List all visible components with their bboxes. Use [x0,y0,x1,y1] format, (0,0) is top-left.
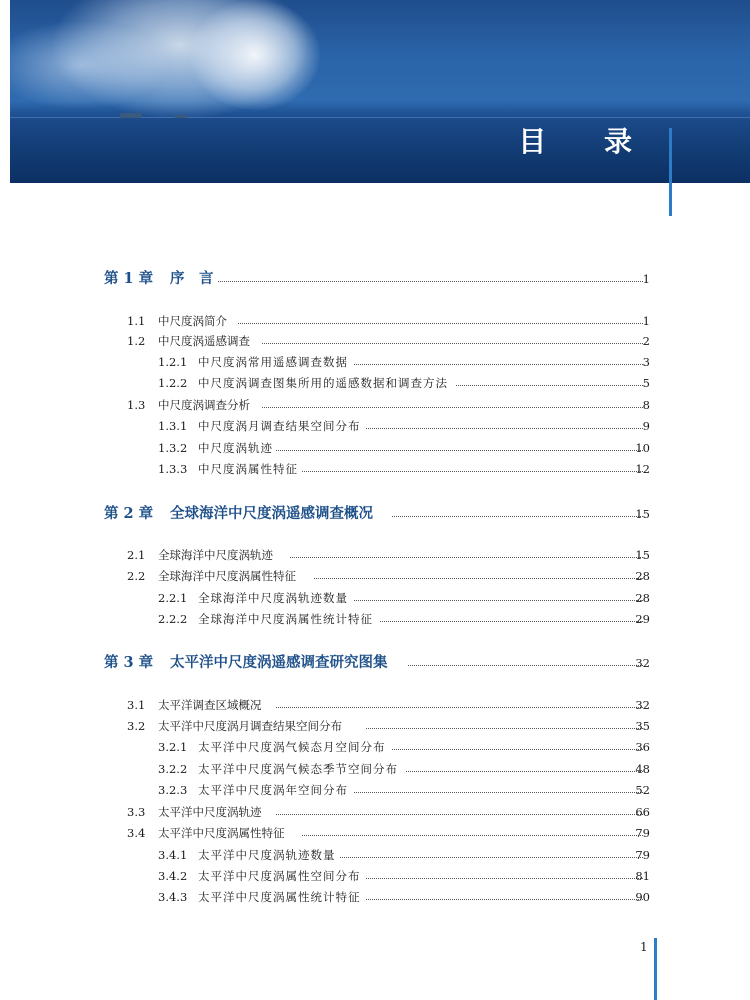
toc-chapter-3[interactable] [0,652,750,674]
toc-section[interactable]: 2.2 全球海洋中尺度涡属性特征 28 [127,569,650,583]
page-number: 1 [640,940,648,954]
toc-subsection[interactable]: 1.2.1 中尺度涡常用遥感调查数据 3 [158,355,650,369]
page-ref: 32 [635,656,650,670]
toc-section[interactable]: 3.4 太平洋中尺度涡属性特征 79 [127,826,650,840]
chapter-title: 全球海洋中尺度涡遥感调查概况 [170,505,373,522]
ship-icon [120,113,142,118]
toc-subsection[interactable]: 3.2.3 太平洋中尺度涡年空间分布 52 [158,783,650,797]
chapter-title: 序 言 [170,270,214,287]
ship-icon [175,115,187,118]
toc-subsection[interactable]: 3.2.2 太平洋中尺度涡气候态季节空间分布 48 [158,762,650,776]
page-title: 目 录 [518,125,656,158]
toc-subsection[interactable]: 1.3.3 中尺度涡属性特征 12 [158,462,650,476]
toc-section[interactable]: 3.1 太平洋调查区域概况 32 [127,698,650,712]
toc-section[interactable]: 1.3 中尺度涡调查分析 8 [127,398,650,412]
toc-subsection[interactable]: 3.2.1 太平洋中尺度涡气候态月空间分布 36 [158,740,650,754]
chapter-number: 第 3 章 [104,654,154,671]
toc-section[interactable]: 2.1 全球海洋中尺度涡轨迹 15 [127,548,650,562]
chapter-number: 第 1 章 [104,270,154,287]
toc-section[interactable]: 3.2 太平洋中尺度涡月调查结果空间分布 35 [127,719,650,733]
toc-subsection[interactable]: 1.2.2 中尺度涡调查图集所用的遥感数据和调查方法 5 [158,376,650,390]
toc-chapter-1[interactable] [0,268,750,290]
toc-subsection[interactable]: 1.3.1 中尺度涡月调查结果空间分布 9 [158,419,650,433]
page-ref: 1 [642,272,650,286]
toc-section[interactable]: 1.2 中尺度涡遥感调查 2 [127,334,650,348]
page-ref: 15 [635,507,650,521]
toc-subsection[interactable]: 1.3.2 中尺度涡轨迹 10 [158,441,650,455]
toc-subsection[interactable]: 3.4.2 太平洋中尺度涡属性空间分布 81 [158,869,650,883]
toc-subsection[interactable]: 3.4.1 太平洋中尺度涡轨迹数量 79 [158,848,650,862]
toc-subsection[interactable]: 2.2.1 全球海洋中尺度涡轨迹数量 28 [158,591,650,605]
toc-subsection[interactable]: 3.4.3 太平洋中尺度涡属性统计特征 90 [158,890,650,904]
chapter-title: 太平洋中尺度涡遥感调查研究图集 [170,654,388,671]
toc-section[interactable]: 3.3 太平洋中尺度涡轨迹 66 [127,805,650,819]
accent-bar [669,128,672,216]
accent-bar [654,938,657,1000]
chapter-number: 第 2 章 [104,505,154,522]
toc-subsection[interactable]: 2.2.2 全球海洋中尺度涡属性统计特征 29 [158,612,650,626]
toc-section[interactable]: 1.1 中尺度涡简介 1 [127,314,650,328]
toc-chapter-2[interactable] [0,503,750,525]
